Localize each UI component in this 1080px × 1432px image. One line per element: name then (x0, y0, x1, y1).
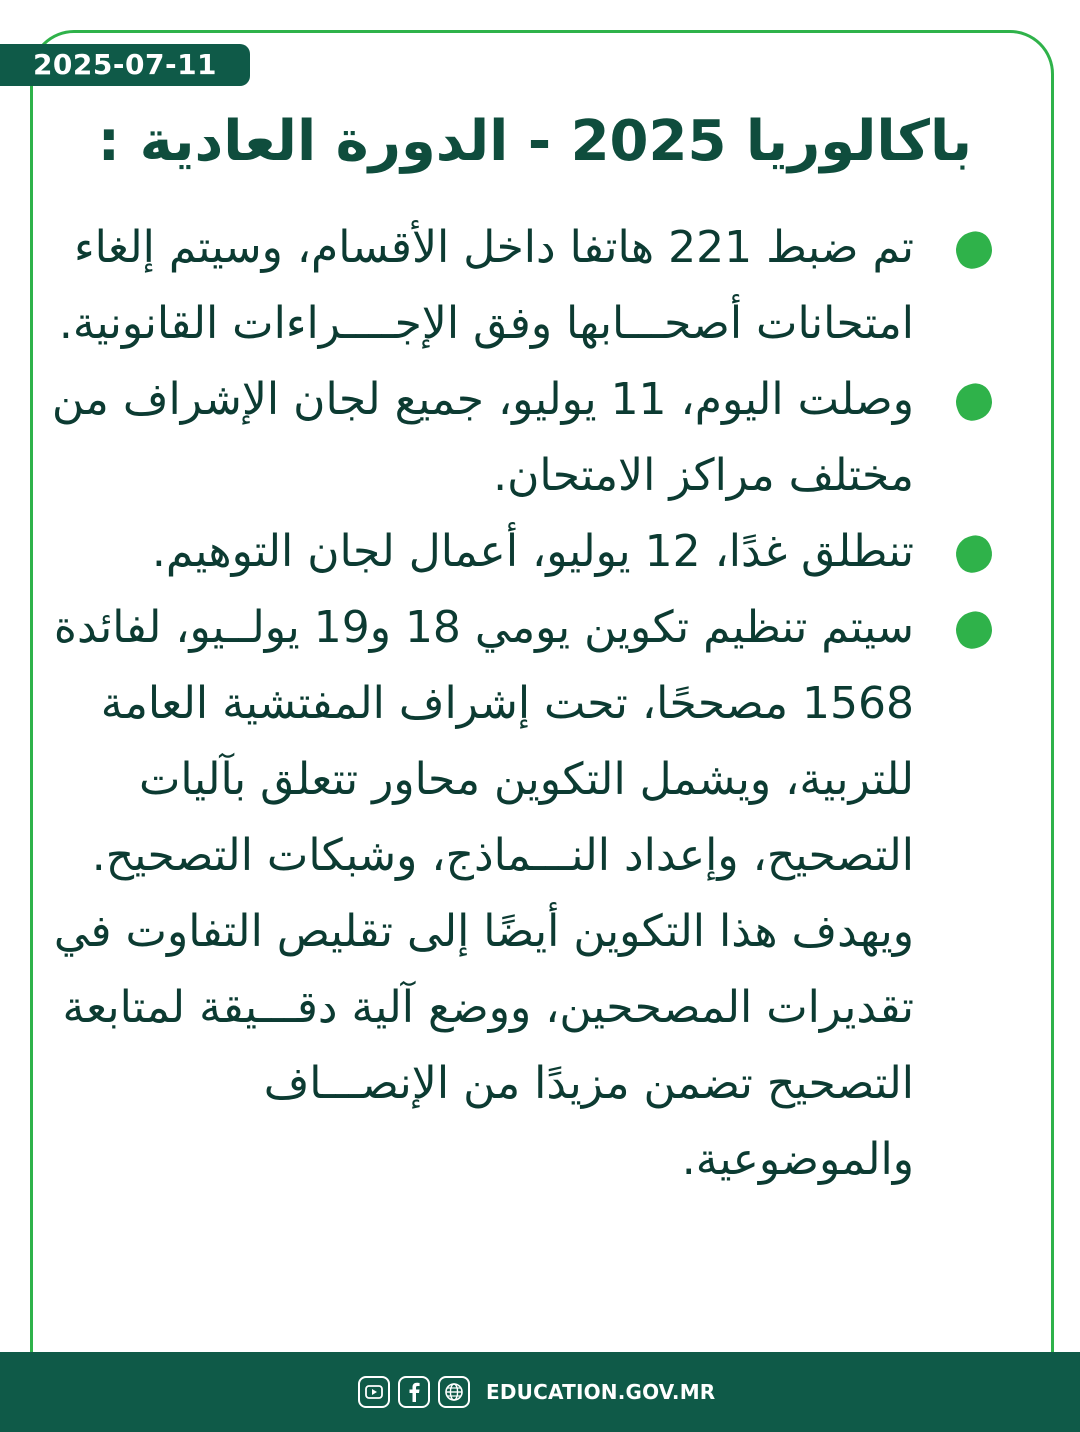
footer-bar (0, 1352, 1080, 1432)
globe-icon[interactable] (438, 1376, 470, 1408)
list-item-text: وصلت اليوم، 11 يوليو، جميع لجان الإشراف من مختلف مراكز الامتحان. (51, 374, 914, 501)
list-item-text: سيتم تنظيم تكوين يومي 18 و19 يولــيو، لفائدة 1568 مصححًا، تحت إشراف المفتشية العامة للتربية، ويشمل التكوين محاور تتعلق بآليات التصحيح، وإعداد النـــماذج، وشبكات التصحيح. (53, 602, 914, 881)
list-item-text: تم ضبط 221 هاتفا داخل الأقسام، وسيتم إلغاء امتحانات أصحـــابها وفق الإجــــراءات القانونية. (58, 222, 914, 349)
bullet-icon (951, 227, 996, 272)
list-item (40, 514, 1002, 590)
footer-links (358, 1373, 715, 1411)
list-item-text: تنطلق غدًا، 12 يوليو، أعمال لجان التوهيم. (151, 526, 914, 577)
facebook-icon[interactable] (398, 1376, 430, 1408)
bullet-icon (951, 379, 996, 424)
website-link[interactable]: EDUCATION.GOV.MR (486, 1380, 716, 1404)
page-title: باكالوريا 2025 - الدورة العادية : (97, 109, 972, 174)
list-item (40, 362, 1002, 514)
bullet-icon (951, 531, 996, 576)
bullet-icon (951, 607, 996, 652)
youtube-icon[interactable] (358, 1376, 390, 1408)
closing-paragraph: ويهدف هذا التكوين أيضًا إلى تقليص التفاوت في تقديرات المصححين، ووضع آلية دقـــيقة لمتابعة التصحيح تضمن مزيدًا من الإنصـــاف والموضوعية. (53, 906, 914, 1185)
date-badge: 2025-07-11 (0, 44, 250, 86)
list-item (40, 590, 1002, 894)
article-body (40, 210, 1002, 1198)
list-item (40, 210, 1002, 362)
